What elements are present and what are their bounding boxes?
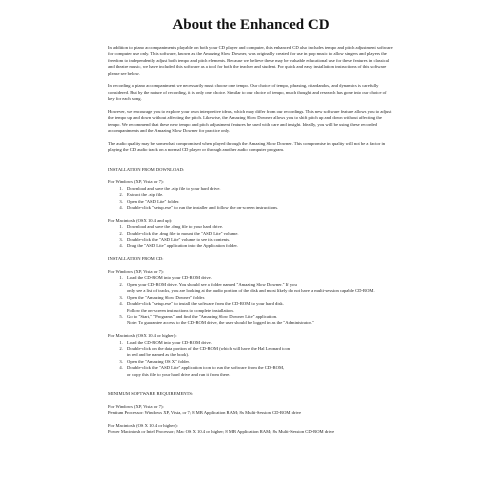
cd-heading: INSTALLATION FROM CD: [108,256,164,262]
requirements-windows-text: Pentium Processor: Windows XP, Vista, or 7; 8 MB Application RAM; 8x Multi-Session CD-ROM drive [108,409,302,415]
download-mac-label: For Macintosh (OSX 10.4 and up): [108,217,173,223]
download-heading: INSTALLATION FROM DOWNLOAD: [108,166,185,172]
list-item [124,314,394,327]
download-mac-steps [108,224,394,250]
list-item: 3. Open the "ASD Lite" folder. [124,199,394,205]
requirements-mac-label: For Macintosh (OS X 10.4 or higher): [108,422,178,428]
list-item: 3. Double-click the "ASD Lite" volume to see its contents. [124,237,394,243]
list-item: 1. Download and save the .dmg file to your hard drive. [124,224,394,230]
tempo-paragraph: In recording a piano accompaniment we necessarily must choose one tempo. Our choice of tempo, phrasing, ritardandos, and dynamics is carefully considered. But by the nature of recording, it is only one choice. Similar to our choice of tempo, much thought and research has gone into our choice of key for each song. [108,83,387,102]
audio-quality-paragraph: The audio quality may be somewhat compromised when played through the Amazing Slow Downer. This compromise in quality will not be a factor in playing the CD audio track on a normal CD player or through another audio computer program. [108,141,386,153]
step-text: Double-click on the data portion of the CD-ROM (which will have the Hal Leonard icon [127,345,291,351]
download-windows-label: For Windows (XP, Vista or 7): [108,179,164,185]
step-text: Load the CD-ROM into your CD-ROM drive. [127,339,212,345]
cd-mac-steps [108,340,394,378]
step-continuation: Note: To guarantee access to the CD-ROM drive, the user should be logged in as the "Administrator." [127,320,314,326]
step-continuation: Follow the on-screen instructions to complete installation. [127,307,234,313]
cd-windows-steps [108,275,394,326]
step-text: Double-click "setup.exe" to install the software from the CD-ROM to your hard disk. [127,301,284,307]
step-text: Load the CD-ROM into your CD-ROM drive. [127,275,212,281]
list-item: 4. Double-click "setup.exe" to run the installer and follow the on-screen instructions. [124,205,394,211]
download-windows-steps [108,186,394,212]
list-item [124,301,394,314]
step-continuation: only see a list of tracks, you are looking at the audio portion of the disk and most likely do not have a multi-session capable CD-ROM. [127,288,375,294]
list-item: 2. Double-click the .dmg file to mount the "ASD Lite" volume. [124,231,394,237]
step-text: Open your CD-ROM drive. You should see a folder named "Amazing Slow Downer." If you [127,281,297,287]
list-item: 2. Extract the .zip file. [124,192,394,198]
interpretation-paragraph: However, we encourage you to explore your own interpretive ideas, which may differ from our recordings. This new software feature allows you to adjust the tempo up and down without affecting the pitch. Likewise, the Amazing Slow Downer allows you to shift pitch up and down without affecting the tempo. We recommend that these new tempo and pitch adjustment features be used with care and insight. Ideally, you will be using these recorded accompaniments and the Amazing Slow Downer for practice only. [108,109,392,134]
step-text: Open the "Amazing OS X" folder. [127,358,190,364]
step-continuation: in red and be named as the book). [127,352,189,358]
list-item: 4. Drag the "ASD Lite" application into the Application folder. [124,243,394,249]
list-item [124,365,394,378]
list-item [124,282,394,295]
step-text: Go to "Start," "Programs" and find the "Amazing Slow Downer Lite" application. [127,313,278,319]
requirements-windows-label: For Windows (XP, Vista or 7): [108,403,164,409]
list-item: 1. Download and save the .zip file to your hard drive. [124,186,394,192]
step-continuation: or copy this file to your hard drive and run it from there. [127,371,231,377]
requirements-heading: MINIMUM SOFTWARE REQUIREMENTS: [108,390,194,396]
cd-windows-label: For Windows (XP, Vista or 7): [108,269,164,275]
page-title: About the Enhanced CD [172,17,330,33]
step-text: Open the "Amazing Slow Downer" folder. [127,294,205,300]
list-item [124,346,394,359]
step-text: Double-click the "ASD Lite" application icon to run the software from the CD-ROM, [127,365,285,371]
intro-paragraph: In addition to piano accompaniments playable on both your CD player and computer, this enhanced CD also includes tempo and pitch adjustment software for computer use only. This software, known as the Amazing Slow Downer, was originally created for use in pop music to allow singers and players the freedom to independently adjust both tempo and pitch elements. Because we believe these may be valuable educational use for these features in classical and theatre music, we have included this software as a tool for both the teacher and student. For quick and easy installation instructions of this software please see below. [108,45,393,76]
requirements-mac-text: Power Macintosh or Intel Processor; Mac OS X 10.4 or higher; 8 MB Application RAM; 8x Multi-Session CD-ROM drive [108,429,335,435]
cd-mac-label: For Macintosh (OSX 10.4 or higher): [108,333,177,339]
